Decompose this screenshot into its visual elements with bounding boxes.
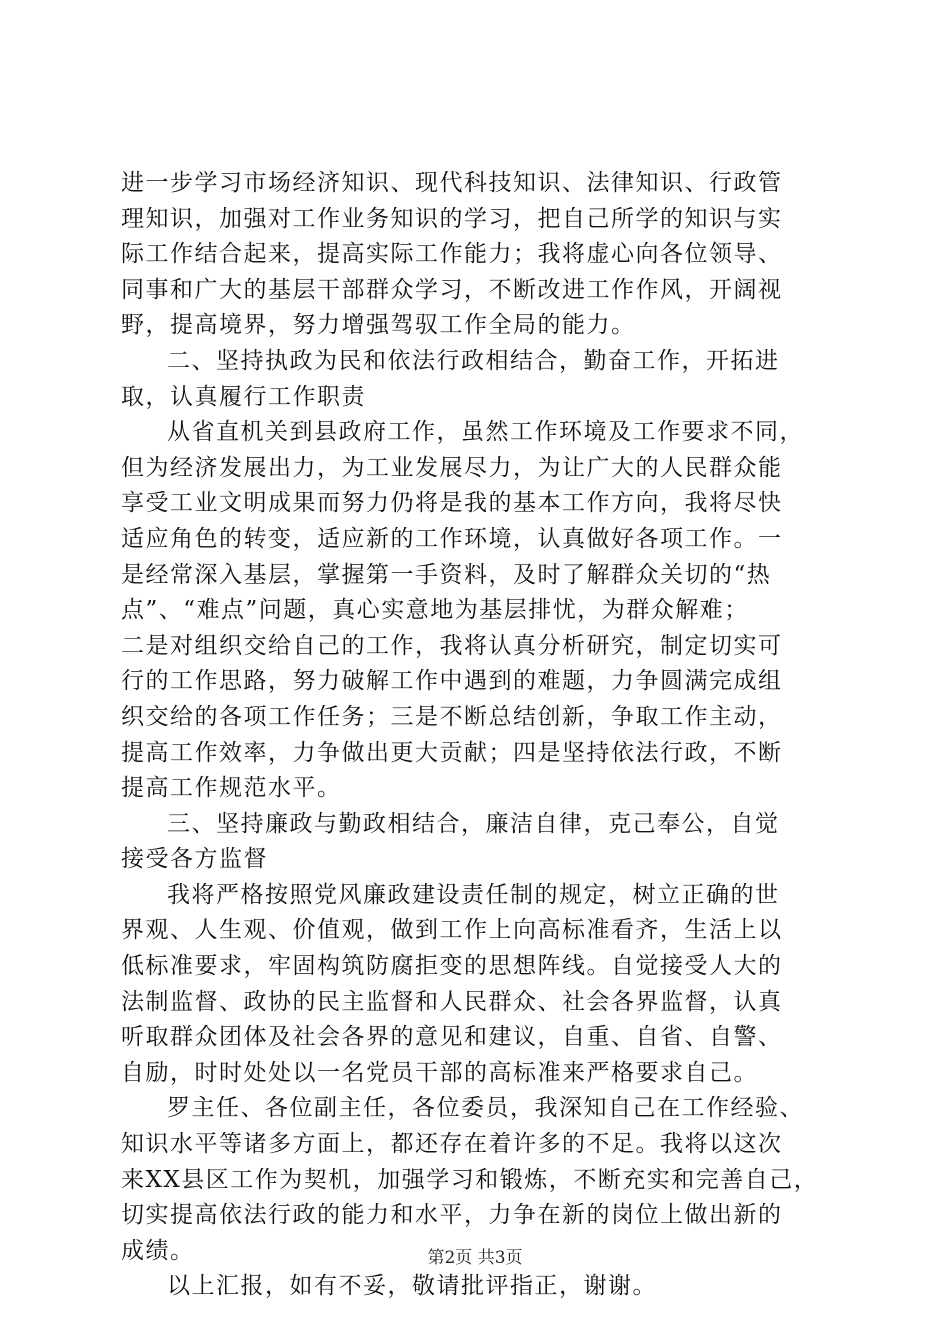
paragraph — [121, 344, 833, 415]
text-line: 切实提高依法行政的能力和水平，力争在新的岗位上做出新的 — [121, 1202, 783, 1229]
paragraph — [121, 415, 833, 807]
text-line: 适应角色的转变，适应新的工作环境，认真做好各项工作。一 — [121, 525, 783, 552]
paragraph — [121, 807, 833, 878]
text-line: 听取群众团体及社会各界的意见和建议，自重、自省、自警、 — [121, 1024, 783, 1051]
text-line: 取，认真履行工作职责 — [121, 383, 366, 410]
paragraph — [121, 1269, 833, 1305]
text-line: 我将严格按照党风廉政建设责任制的规定，树立正确的世 — [167, 881, 780, 908]
text-line: 提高工作效率，力争做出更大贡献；四是坚持依法行政，不断 — [121, 739, 783, 766]
text-line: 罗主任、各位副主任，各位委员，我深知自己在工作经验、 — [167, 1095, 804, 1122]
text-line: 知识水平等诸多方面上，都还存在着许多的不足。我将以这次 — [121, 1131, 783, 1158]
text-line: 三、坚持廉政与勤政相结合，廉洁自律，克己奉公，自觉 — [167, 810, 780, 837]
text-line: 来XX县区工作为契机，加强学习和锻炼，不断充实和完善自己， — [121, 1166, 819, 1193]
text-line: 提高工作规范水平。 — [121, 775, 342, 802]
text-line: 但为经济发展出力，为工业发展尽力，为让广大的人民群众能 — [121, 454, 783, 481]
text-line: 织交给的各项工作任务；三是不断总结创新，争取工作主动， — [121, 703, 783, 730]
text-line: 自励，时时处处以一名党员干部的高标准来严格要求自己。 — [121, 1059, 758, 1086]
document-body — [121, 166, 833, 1305]
page-footer: 第2页 共3页 — [427, 1248, 523, 1268]
text-line: 以上汇报，如有不妥，敬请批评指正，谢谢。 — [167, 1273, 657, 1300]
paragraph — [121, 166, 833, 344]
text-line: 接受各方监督 — [121, 846, 268, 873]
text-line: 从省直机关到县政府工作，虽然工作环境及工作要求不同， — [167, 419, 804, 446]
text-line: 成绩。 — [121, 1237, 195, 1264]
text-line: 二是对组织交给自己的工作，我将认真分析研究，制定切实可 — [121, 632, 783, 659]
text-line: 行的工作思路，努力破解工作中遇到的难题，力争圆满完成组 — [121, 668, 783, 695]
text-line: 是经常深入基层，掌握第一手资料，及时了解群众关切的“热 — [121, 561, 772, 588]
text-line: 际工作结合起来，提高实际工作能力；我将虚心向各位领导、 — [121, 241, 783, 268]
text-line: 低标准要求，牢固构筑防腐拒变的思想阵线。自觉接受人大的 — [121, 953, 783, 980]
text-line: 法制监督、政协的民主监督和人民群众、社会各界监督，认真 — [121, 988, 783, 1015]
paragraph — [121, 1091, 833, 1269]
text-line: 进一步学习市场经济知识、现代科技知识、法律知识、行政管 — [121, 170, 783, 196]
text-line: 享受工业文明成果而努力仍将是我的基本工作方向，我将尽快 — [121, 490, 783, 517]
text-line: 二、坚持执政为民和依法行政相结合，勤奋工作，开拓进 — [167, 347, 780, 374]
text-line: 点”、“难点”问题，真心实意地为基层排忧，为群众解难； — [121, 597, 749, 624]
text-line: 野，提高境界，努力增强驾驭工作全局的能力。 — [121, 312, 636, 339]
text-line: 理知识，加强对工作业务知识的学习，把自己所学的知识与实 — [121, 205, 783, 232]
text-line: 界观、人生观、价值观，做到工作上向高标准看齐，生活上以 — [121, 917, 783, 944]
paragraph — [121, 878, 833, 1092]
text-line: 同事和广大的基层干部群众学习，不断改进工作作风，开阔视 — [121, 276, 783, 303]
